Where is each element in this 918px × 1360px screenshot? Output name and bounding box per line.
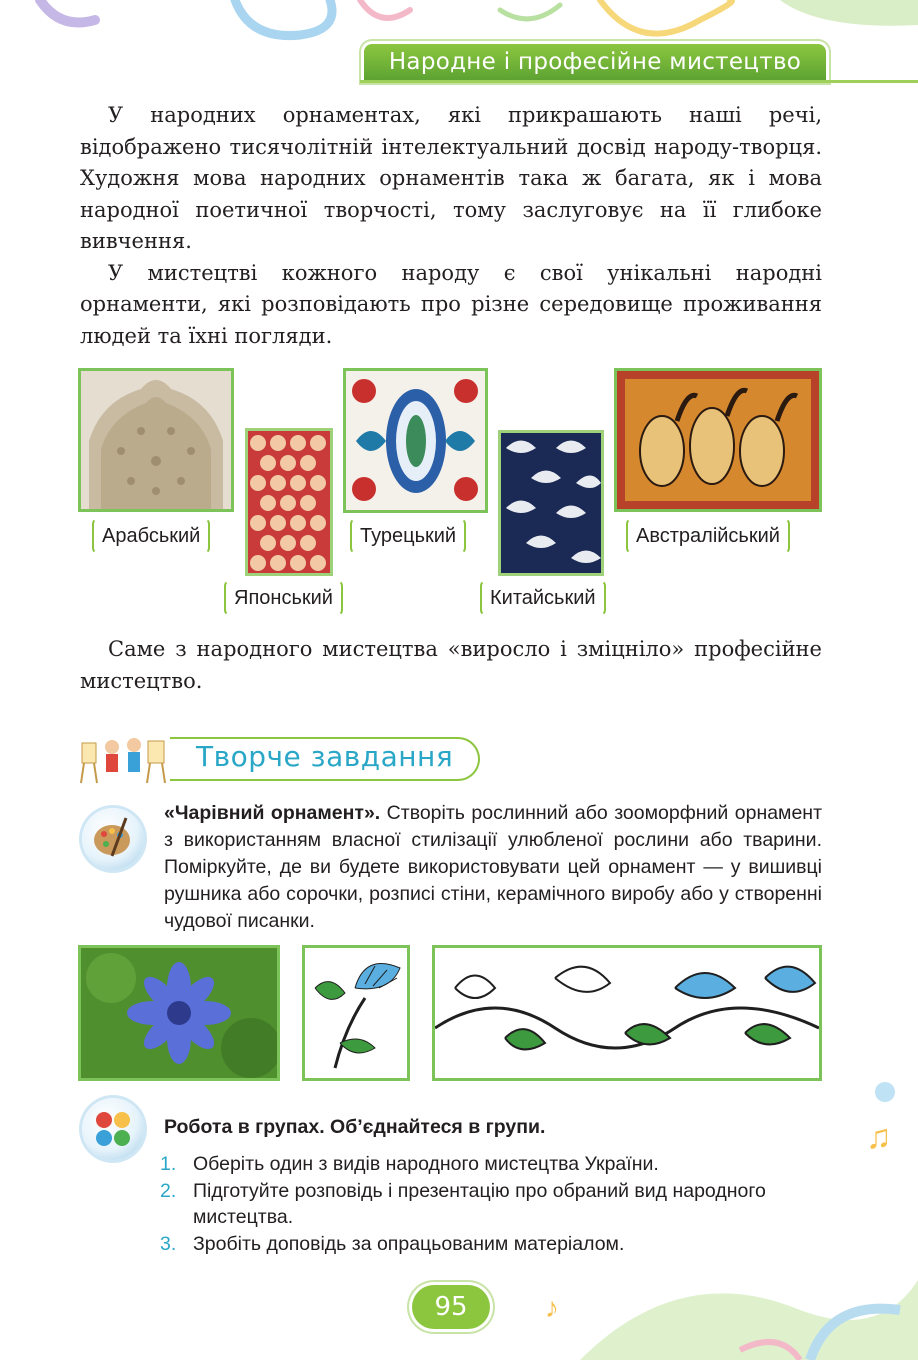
- list-item-number: 1.: [160, 1153, 177, 1175]
- group-work-list: [160, 1151, 840, 1257]
- music-note-icon: ♪: [545, 1292, 559, 1323]
- palette-icon: [82, 808, 144, 870]
- list-item: [160, 1151, 840, 1178]
- header-divider: [360, 80, 918, 83]
- arabic-ornament-image: [78, 368, 234, 512]
- page-number: 95: [434, 1292, 468, 1322]
- intro-text: [80, 100, 822, 352]
- australian-label: Австралійський: [626, 518, 790, 554]
- list-item-number: 2.: [160, 1179, 177, 1202]
- list-item-text: Зробіть доповідь за опрацьованим матеріалом.: [193, 1232, 625, 1255]
- list-item: [160, 1178, 840, 1231]
- children-painting-icon: [78, 733, 170, 785]
- japanese-label: Японський: [224, 580, 343, 616]
- stylized-cornflower-image: [302, 945, 410, 1081]
- creative-task-heading: Творче завдання: [196, 740, 454, 773]
- arabic-label: Арабський: [92, 518, 210, 554]
- list-item-text: Оберіть один з видів народного мистецтва України.: [193, 1153, 659, 1175]
- group-work-title: Робота в групах. Об’єднайтеся в групи.: [164, 1116, 546, 1138]
- intro-paragraph: У народних орнаментах, які прикрашають наші речі, відображено тисячолітній інтелектуальний досвід народу-творця. Художня мова народних орнаментів така ж багата, як і мова народної поетичної творчості, тому заслуговує на її глибоке вивчення.: [80, 103, 822, 253]
- hands-icon: [82, 1098, 144, 1160]
- creative-task-description: Створіть рослинний або зооморфний орнамент з використанням власної стилізації улюбленої рослини або тварини. Поміркуйте, де ви будете використовувати цей орнамент — у вишивці рушника або сорочки, розписі стіни, керамічного виробу або у створенні чудової писанки.: [164, 802, 823, 932]
- turkish-ornament-image: [343, 368, 488, 513]
- page-number-badge: [412, 1285, 490, 1329]
- turkish-label: Турецький: [350, 518, 466, 554]
- list-item-number: 3.: [160, 1232, 177, 1255]
- conclusion-text: [80, 634, 822, 697]
- creative-task-text: [164, 800, 822, 935]
- japanese-ornament-image: [245, 428, 333, 576]
- section-header: [364, 44, 826, 80]
- cornflower-photo: [78, 945, 280, 1081]
- chinese-label: Китайський: [480, 580, 606, 616]
- section-header-title: Народне і професійне мистецтво: [388, 49, 802, 75]
- list-item-text: Підготуйте розповідь і презентацію про обраний вид народного мистецтва.: [193, 1179, 766, 1228]
- chinese-ornament-image: [498, 430, 604, 576]
- australian-ornament-image: [614, 368, 822, 512]
- cornflower-ornament-border: [432, 945, 822, 1081]
- music-note-icon: ♫: [866, 1118, 892, 1156]
- list-item: [160, 1231, 840, 1258]
- creative-task-title: «Чарівний орнамент».: [164, 802, 381, 824]
- conclusion-paragraph: Саме з народного мистецтва «виросло і зміцніло» професійне мистецтво.: [80, 637, 822, 693]
- intro-paragraph: У мистецтві кожного народу є свої унікальні народні орнаменти, які розповідають про різне середовище проживання людей та їхні погляди.: [80, 260, 822, 348]
